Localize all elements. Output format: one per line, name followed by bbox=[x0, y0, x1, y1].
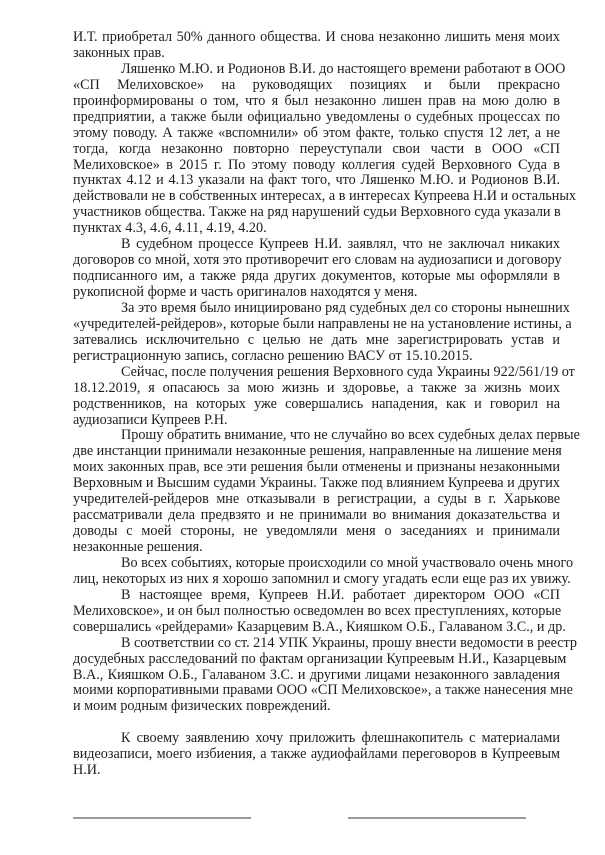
closing-paragraph bbox=[73, 731, 560, 779]
paragraph bbox=[73, 30, 560, 62]
text-line: пунктах 4.3, 4.6, 4.11, 4.19, 4.20. bbox=[73, 220, 267, 237]
text-line: аудиозаписи Купреев Р.Н. bbox=[73, 411, 228, 428]
text-line: 18.12.2019, я опасаюсь за мою жизнь и здоровье, а также за жизнь моих bbox=[73, 379, 560, 396]
text-line: родственников, на которых уже совершались нападения, как и говорил на bbox=[73, 395, 560, 412]
text-line: пунктах 4.12 и 4.13 указали на факт того, что Ляшенко М.Ю. и Родионов В.И. bbox=[73, 172, 560, 189]
text-line: «учредителей-рейдеров», которые были направлены не на установление истины, а bbox=[73, 315, 572, 332]
signature-line-left bbox=[73, 817, 251, 819]
text-line: подписанного им, а также ряда других документов, которые мы оформляли в bbox=[73, 268, 560, 285]
text-line: К своему заявлению хочу приложить флешнакопитель с материалами bbox=[121, 730, 560, 747]
text-line: доводы с моей стороны, не уведомляли меня о заседаниях и принимали bbox=[73, 523, 560, 540]
text-line: «СП Мелиховское» на руководящих позициях и были прекрасно bbox=[73, 76, 560, 93]
signature-line-right bbox=[348, 817, 526, 819]
text-line: и моим родным физических повреждений. bbox=[73, 698, 331, 715]
text-line: две инстанции принимали незаконные решения, направленные на лишение меня bbox=[73, 443, 562, 460]
text-line: совершались «рейдерами» Казарцевим В.А., Кияшком О.Б., Галаваном З.С., и др. bbox=[73, 618, 566, 635]
text-line: тогда, когда незаконно повторно переуступали свои части в ООО «СП bbox=[73, 140, 560, 157]
text-line: Сейчас, после получения решения Верховного суда Украины 922/561/19 от bbox=[121, 363, 575, 380]
paragraph bbox=[73, 586, 566, 636]
text-line: И.Т. приобретал 50% данного общества. И снова незаконно лишить меня моих bbox=[73, 29, 560, 45]
text-line: В судебном процессе Купреев Н.И. заявлял, что не заключал никаких bbox=[121, 236, 560, 253]
text-line: В настоящее время, Купреев Н.И. работает директором ООО «СП bbox=[121, 586, 560, 603]
text-line: затевались исключительно с целью не дать мне зарегистрировать устав и bbox=[73, 331, 560, 348]
text-line: Во всех событиях, которые происходили со мной участвовало очень много bbox=[121, 554, 574, 571]
paragraph bbox=[73, 554, 574, 588]
text-line: Н.И. bbox=[73, 762, 101, 779]
text-line: участников общества. Также на ряд нарушений судьи Верховного суда указали в bbox=[73, 204, 561, 221]
text-line: рассматривали дела предвзято и не принимали во внимания доказательства и bbox=[73, 507, 560, 524]
text-line: лиц, некоторых из них я хорошо запомнил и смогу угадать если еще раз их увижу. bbox=[73, 570, 571, 587]
paragraph bbox=[73, 427, 580, 556]
text-line: В соответствии со ст. 214 УПК Украины, прошу внести ведомости в реестр bbox=[121, 634, 578, 651]
text-line: моих законных прав, все эти решения были отменены и признаны незаконными bbox=[73, 459, 560, 476]
document-page bbox=[73, 29, 580, 779]
paragraph-spacer bbox=[73, 715, 560, 731]
paragraph bbox=[73, 299, 572, 365]
text-line: регистрационную запись, согласно решению ВАСУ от 15.10.2015. bbox=[73, 347, 473, 364]
paragraph bbox=[73, 60, 576, 237]
text-line: За это время было инициировано ряд судебных дел со стороны нынешних bbox=[121, 299, 570, 316]
text-line: незаконные решения. bbox=[73, 539, 203, 555]
text-line: моими корпоративными правами ООО «СП Мелиховское», а также нанесения мне bbox=[73, 682, 573, 699]
text-line: проинформированы о том, что я был незаконно лишен прав на мою долю в bbox=[73, 92, 560, 109]
text-line: Ляшенко М.Ю. и Родионов В.И. до настоящего времени работают в ООО bbox=[121, 60, 566, 77]
paragraph bbox=[73, 634, 578, 716]
text-line: Прошу обратить внимание, что не случайно во всех судебных делах первые bbox=[121, 427, 580, 444]
text-line: учредителей-рейдеров мне отказывали в регистрации, а суды в г. Харькове bbox=[73, 491, 560, 508]
text-line: действовали не в собственных интересах, а в интересах Купреева Н.И и остальных bbox=[73, 188, 576, 205]
text-line: этому поводу. А также «вспомнили» об этом факте, только спустя 12 лет, а не bbox=[73, 124, 560, 141]
text-line: В.А., Кияшком О.Б., Галаваном З.С. и другими лицами незаконного завладения bbox=[73, 666, 560, 683]
text-line: Мелиховское», и он был полностью осведомлен во всех преступлениях, которые bbox=[73, 602, 562, 619]
text-line: предприятии, а также были официально уведомлены о судебных процессах по bbox=[73, 108, 560, 125]
text-line: законных прав. bbox=[73, 44, 165, 61]
text-line: досудебных расследований по фактам организации Купреевым Н.И., Казарцевым bbox=[73, 650, 567, 667]
text-line: видеозаписи, моего избиения, а также аудиофайлами переговоров в Купреевым bbox=[73, 746, 560, 763]
paragraph bbox=[73, 237, 560, 301]
text-line: рукописной форме и часть оригиналов находятся у меня. bbox=[73, 284, 418, 300]
text-line: Верховным и Высшим судами Украины. Также под влиянием Купреева и других bbox=[73, 475, 560, 492]
text-line: договоров со мной, хотя это противоречит его словам на аудиозаписи и договору bbox=[73, 252, 562, 269]
text-line: Мелиховское» в 2015 г. По этому поводу коллегия судей Верховного Суда в bbox=[73, 156, 560, 173]
paragraph bbox=[73, 363, 575, 429]
